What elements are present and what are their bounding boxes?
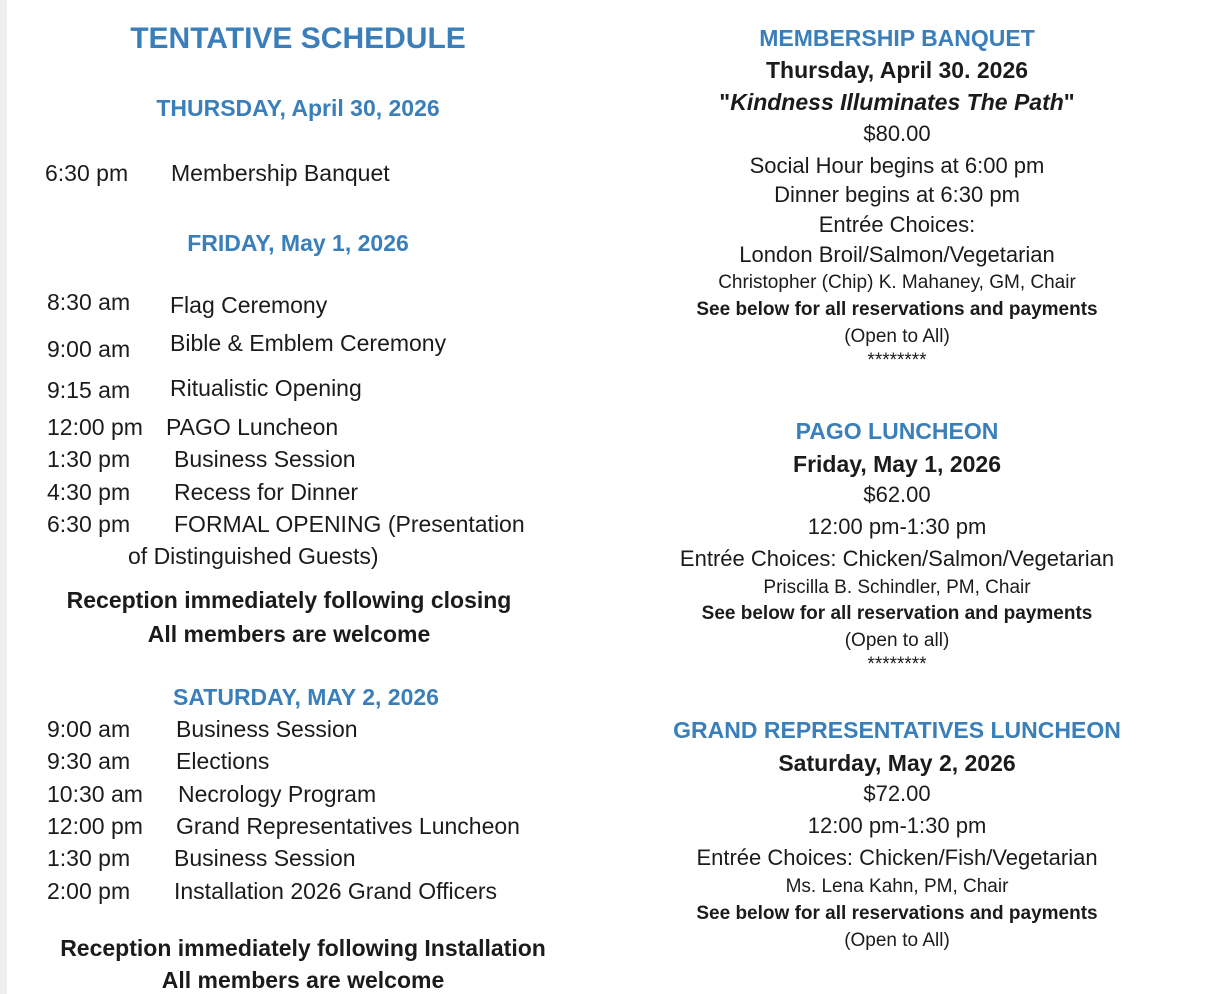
welcome-note: All members are welcome <box>161 967 445 993</box>
pago-heading: PAGO LUNCHEON <box>795 418 999 444</box>
banquet-social-hour: Social Hour begins at 6:00 pm <box>749 153 1045 178</box>
banquet-entree: London Broil/Salmon/Vegetarian <box>739 242 1055 267</box>
schedule-event: Ritualistic Opening <box>170 375 362 401</box>
schedule-event: Grand Representatives Luncheon <box>176 813 520 839</box>
schedule-event: Business Session <box>174 446 356 472</box>
schedule-time: 1:30 pm <box>47 446 131 472</box>
schedule-event: Recess for Dinner <box>174 479 359 505</box>
pago-date: Friday, May 1, 2026 <box>793 451 1001 477</box>
saturday-heading: SATURDAY, MAY 2, 2026 <box>173 684 439 710</box>
reception-note: Reception immediately following Installation <box>60 935 546 961</box>
schedule-time: 9:00 am <box>47 716 131 742</box>
schedule-title: TENTATIVE SCHEDULE <box>130 22 466 55</box>
schedule-time: 10:30 am <box>47 781 143 807</box>
grandreps-entree: Entrée Choices: Chicken/Fish/Vegetarian <box>696 845 1098 870</box>
banquet-date: Thursday, April 30. 2026 <box>765 57 1029 83</box>
schedule-time: 6:30 pm <box>47 511 131 537</box>
schedule-time: 1:30 pm <box>47 845 131 871</box>
schedule-event: PAGO Luncheon <box>166 414 339 440</box>
schedule-event: Necrology Program <box>178 781 377 807</box>
grandreps-date: Saturday, May 2, 2026 <box>778 750 1016 776</box>
section-separator: ******** <box>867 654 927 675</box>
grandreps-heading: GRAND REPRESENTATIVES LUNCHEON <box>673 717 1121 743</box>
schedule-time: 9:30 am <box>47 748 131 774</box>
grandreps-chair: Ms. Lena Kahn, PM, Chair <box>785 876 1009 897</box>
schedule-event: Elections <box>176 748 270 774</box>
reception-note: Reception immediately following closing <box>66 587 512 613</box>
schedule-event: Bible & Emblem Ceremony <box>170 330 447 356</box>
schedule-event: Business Session <box>174 845 356 871</box>
banquet-reservations: See below for all reservations and payments <box>696 299 1098 320</box>
pago-open: (Open to all) <box>844 630 950 651</box>
banquet-entree-label: Entrée Choices: <box>818 212 976 237</box>
pago-reservations: See below for all reservation and payments <box>701 603 1093 624</box>
banquet-heading: MEMBERSHIP BANQUET <box>759 25 1035 51</box>
friday-heading: FRIDAY, May 1, 2026 <box>187 230 409 256</box>
grandreps-reservations: See below for all reservations and payments <box>696 903 1098 924</box>
schedule-event: Membership Banquet <box>171 160 390 186</box>
schedule-event: Business Session <box>176 716 358 742</box>
schedule-time: 2:00 pm <box>47 878 131 904</box>
schedule-time: 9:00 am <box>47 336 131 362</box>
schedule-event: Flag Ceremony <box>170 292 328 318</box>
welcome-note: All members are welcome <box>147 621 431 647</box>
thursday-heading: THURSDAY, April 30, 2026 <box>156 95 440 121</box>
schedule-time: 6:30 pm <box>45 160 129 186</box>
banquet-open: (Open to All) <box>844 326 950 347</box>
schedule-time: 12:00 pm <box>47 414 143 440</box>
grandreps-time: 12:00 pm-1:30 pm <box>807 813 987 838</box>
schedule-time: 9:15 am <box>47 377 131 403</box>
pago-time: 12:00 pm-1:30 pm <box>807 514 987 539</box>
schedule-time: 8:30 am <box>47 289 131 315</box>
pago-entree: Entrée Choices: Chicken/Salmon/Vegetarian <box>679 546 1115 571</box>
schedule-time: 12:00 pm <box>47 813 143 839</box>
banquet-theme: "Kindness Illuminates The Path" <box>719 89 1075 115</box>
schedule-event: FORMAL OPENING (Presentation <box>174 511 525 537</box>
banquet-dinner: Dinner begins at 6:30 pm <box>774 182 1020 207</box>
grandreps-open: (Open to All) <box>844 930 950 951</box>
schedule-event: Installation 2026 Grand Officers <box>174 878 498 904</box>
section-separator: ******** <box>867 350 927 371</box>
schedule-time: 4:30 pm <box>47 479 131 505</box>
banquet-chair: Christopher (Chip) K. Mahaney, GM, Chair <box>718 272 1076 293</box>
schedule-event-continuation: of Distinguished Guests) <box>128 543 379 569</box>
page-margin <box>0 0 7 994</box>
pago-price: $62.00 <box>863 482 931 507</box>
banquet-price: $80.00 <box>863 121 931 146</box>
grandreps-price: $72.00 <box>863 781 931 806</box>
pago-chair: Priscilla B. Schindler, PM, Chair <box>763 577 1031 598</box>
